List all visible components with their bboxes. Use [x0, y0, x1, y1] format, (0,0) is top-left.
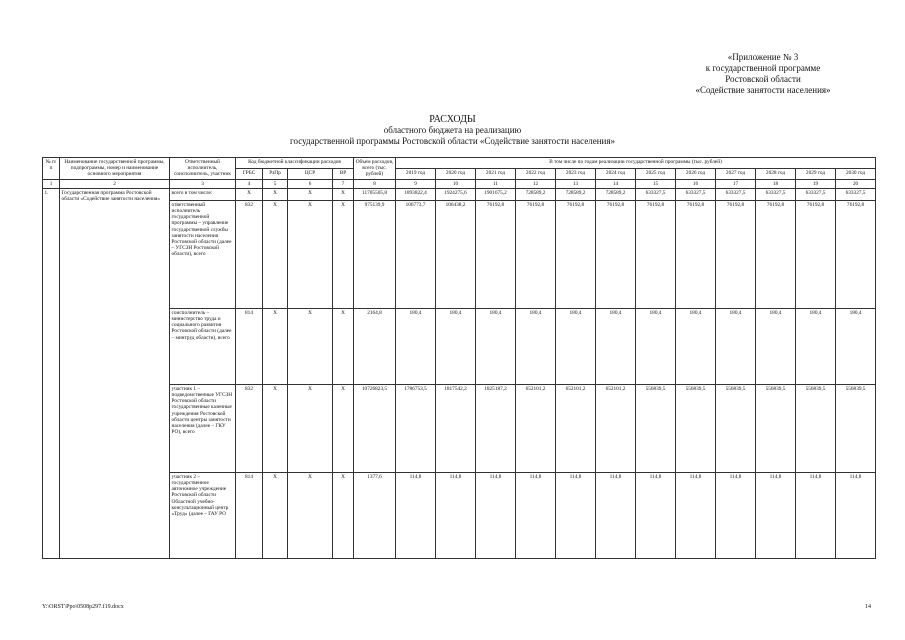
year-value-cell: 106438,2: [436, 200, 476, 308]
vr-cell: Х: [333, 200, 354, 308]
year-value-cell: 556839,5: [676, 384, 716, 472]
col-number: 11: [476, 179, 516, 188]
header-year: 2027 год: [716, 168, 756, 179]
year-value-cell: 76192,8: [716, 200, 756, 308]
appendix-block: [663, 52, 863, 96]
col-number: 6: [288, 179, 333, 188]
header-year: 2020 год: [436, 168, 476, 179]
year-value-cell: 728589,2: [516, 188, 556, 200]
year-value-cell: 1924275,6: [436, 188, 476, 200]
year-value-cell: 633327,5: [636, 188, 676, 200]
year-value-cell: 180,4: [716, 308, 756, 384]
csr-cell: Х: [288, 308, 333, 384]
csr-cell: Х: [288, 384, 333, 472]
year-value-cell: 556839,5: [796, 384, 836, 472]
year-value-cell: 1817542,2: [436, 384, 476, 472]
header-num: № п/п: [43, 158, 60, 180]
year-value-cell: 556839,5: [636, 384, 676, 472]
year-value-cell: 76192,8: [596, 200, 636, 308]
header-by-years: В том числе по годам реализации государственной программы (тыс. рублей): [396, 158, 876, 169]
header-volume: Объем расходов, всего (тыс. рублей): [354, 158, 396, 180]
year-value-cell: 114,8: [596, 472, 636, 558]
year-value-cell: 180,4: [676, 308, 716, 384]
year-value-cell: 728589,2: [556, 188, 596, 200]
col-number: 17: [716, 179, 756, 188]
col-number: 2: [60, 179, 170, 188]
year-value-cell: 76192,8: [756, 200, 796, 308]
grbs-cell: 814: [236, 472, 263, 558]
year-value-cell: 1901675,2: [476, 188, 516, 200]
appendix-line: Ростовской области: [725, 74, 801, 84]
year-value-cell: 114,8: [476, 472, 516, 558]
responsible-cell: всего в том числе:: [170, 188, 236, 200]
col-number: 1: [43, 179, 60, 188]
header-year: 2026 год: [676, 168, 716, 179]
grbs-cell: 832: [236, 384, 263, 472]
vr-cell: Х: [333, 384, 354, 472]
title-line: государственной программы Ростовской области «Содействие занятости населения»: [290, 136, 615, 146]
year-value-cell: 114,8: [836, 472, 876, 558]
year-value-cell: 76192,8: [676, 200, 716, 308]
year-value-cell: 180,4: [556, 308, 596, 384]
year-value-cell: 114,8: [756, 472, 796, 558]
year-value-cell: 556839,5: [836, 384, 876, 472]
program-number: 1.: [43, 188, 60, 558]
total-cell: 10726823,5: [354, 384, 396, 472]
responsible-cell: соисполнитель – министерство труда и социального развития Ростовской области (далее – минтруд области), всего: [170, 308, 236, 384]
header-csr: ЦСР: [288, 168, 333, 179]
vr-cell: Х: [333, 308, 354, 384]
col-number: 9: [396, 179, 436, 188]
header-rzpr: РзПр: [263, 168, 288, 179]
year-value-cell: 1893822,4: [396, 188, 436, 200]
col-number: 8: [354, 179, 396, 188]
col-number: 18: [756, 179, 796, 188]
year-value-cell: 180,4: [476, 308, 516, 384]
year-value-cell: 114,8: [436, 472, 476, 558]
header-year: 2021 год: [476, 168, 516, 179]
col-number: 14: [596, 179, 636, 188]
col-number: 19: [796, 179, 836, 188]
year-value-cell: 633327,5: [676, 188, 716, 200]
year-value-cell: 728589,2: [596, 188, 636, 200]
year-value-cell: 180,4: [636, 308, 676, 384]
appendix-line: к государственной программе: [705, 63, 821, 73]
rzpr-cell: Х: [263, 200, 288, 308]
rzpr-cell: Х: [263, 308, 288, 384]
year-value-cell: 76192,8: [516, 200, 556, 308]
responsible-cell: участник 1 – подведомственные УГСЗН Ростовской области государственные казенные учреждения Ростовской области центры занятости населения (далее – ГКУ РО), всего: [170, 384, 236, 472]
header-year: 2019 год: [396, 168, 436, 179]
grbs-cell: 814: [236, 308, 263, 384]
col-number: 16: [676, 179, 716, 188]
responsible-cell: ответственный исполнитель государственной программы – управление государственной службы занятости населения Ростовской области (далее – УГСЗН Ростовской области), всего: [170, 200, 236, 308]
csr-cell: Х: [288, 200, 333, 308]
year-value-cell: 114,8: [516, 472, 556, 558]
year-value-cell: 76192,8: [636, 200, 676, 308]
header-year: 2028 год: [756, 168, 796, 179]
expenses-table: [42, 157, 876, 559]
year-value-cell: 76192,8: [836, 200, 876, 308]
total-cell: 975139,9: [354, 200, 396, 308]
year-value-cell: 556839,5: [756, 384, 796, 472]
responsible-cell: участник 2 – государственное автономное учреждение Ростовской области Областной учебно-консультационный центр «Труд» (далее – ГАУ РО: [170, 472, 236, 558]
col-number: 4: [236, 179, 263, 188]
year-value-cell: 180,4: [596, 308, 636, 384]
header-year: 2025 год: [636, 168, 676, 179]
appendix-line: «Содействие занятости населения»: [695, 85, 831, 95]
col-number: 5: [263, 179, 288, 188]
year-value-cell: 76192,8: [476, 200, 516, 308]
year-value-cell: 1786753,5: [396, 384, 436, 472]
year-value-cell: 633327,5: [836, 188, 876, 200]
table-body: [43, 188, 876, 558]
rzpr-cell: Х: [263, 384, 288, 472]
year-value-cell: 633327,5: [716, 188, 756, 200]
header-row: [43, 158, 876, 169]
year-value-cell: 114,8: [636, 472, 676, 558]
year-value-cell: 114,8: [796, 472, 836, 558]
total-cell: 2164,8: [354, 308, 396, 384]
col-number: 7: [333, 179, 354, 188]
year-value-cell: 633327,5: [756, 188, 796, 200]
col-number: 12: [516, 179, 556, 188]
vr-cell: Х: [333, 188, 354, 200]
document-title: [0, 114, 905, 147]
year-value-cell: 114,8: [556, 472, 596, 558]
year-value-cell: 180,4: [436, 308, 476, 384]
year-value-cell: 106773,7: [396, 200, 436, 308]
total-cell: 11705505,8: [354, 188, 396, 200]
year-value-cell: 114,8: [396, 472, 436, 558]
year-value-cell: 652101,2: [556, 384, 596, 472]
col-number: 15: [636, 179, 676, 188]
header-year: 2023 год: [556, 168, 596, 179]
header-responsible: Ответственный исполнитель, соисполнитель, участник: [170, 158, 236, 180]
appendix-line: «Приложение № 3: [727, 52, 799, 62]
col-number: 20: [836, 179, 876, 188]
grbs-cell: 832: [236, 200, 263, 308]
title-line: областного бюджета на реализацию: [383, 125, 522, 135]
header-year: 2030 год: [836, 168, 876, 179]
title-main: РАСХОДЫ: [429, 114, 476, 125]
col-number: 3: [170, 179, 236, 188]
rzpr-cell: Х: [263, 188, 288, 200]
year-value-cell: 180,4: [836, 308, 876, 384]
table-row: [43, 188, 876, 200]
year-value-cell: 180,4: [796, 308, 836, 384]
year-value-cell: 1825187,2: [476, 384, 516, 472]
grbs-cell: Х: [236, 188, 263, 200]
program-name: Государственная программа Ростовской области «Содействие занятости населения»: [60, 188, 170, 558]
column-number-row: [43, 179, 876, 188]
total-cell: 1377,6: [354, 472, 396, 558]
rzpr-cell: Х: [263, 472, 288, 558]
header-year: 2022 год: [516, 168, 556, 179]
year-value-cell: 652101,2: [596, 384, 636, 472]
year-value-cell: 180,4: [516, 308, 556, 384]
year-value-cell: 556839,5: [716, 384, 756, 472]
col-number: 13: [556, 179, 596, 188]
header-vr: ВР: [333, 168, 354, 179]
year-value-cell: 76192,8: [796, 200, 836, 308]
footer-page-number: 14: [865, 604, 871, 610]
csr-cell: Х: [288, 188, 333, 200]
year-value-cell: 180,4: [396, 308, 436, 384]
year-value-cell: 114,8: [676, 472, 716, 558]
year-value-cell: 114,8: [716, 472, 756, 558]
header-year: 2029 год: [796, 168, 836, 179]
header-year: 2024 год: [596, 168, 636, 179]
header-name: Наименование государственной программы, подпрограммы, номер и наименование основного мероприятия: [60, 158, 170, 180]
header-grbs: ГРБС: [236, 168, 263, 179]
year-value-cell: 652101,2: [516, 384, 556, 472]
vr-cell: Х: [333, 472, 354, 558]
footer-file-path: Y:\ORST\Ppo\0508p297.f19.docx: [42, 604, 124, 610]
csr-cell: Х: [288, 472, 333, 558]
year-value-cell: 180,4: [756, 308, 796, 384]
year-value-cell: 76192,8: [556, 200, 596, 308]
year-value-cell: 633327,5: [796, 188, 836, 200]
header-budget-code: Код бюджетной классификации расходов: [236, 158, 354, 169]
col-number: 10: [436, 179, 476, 188]
